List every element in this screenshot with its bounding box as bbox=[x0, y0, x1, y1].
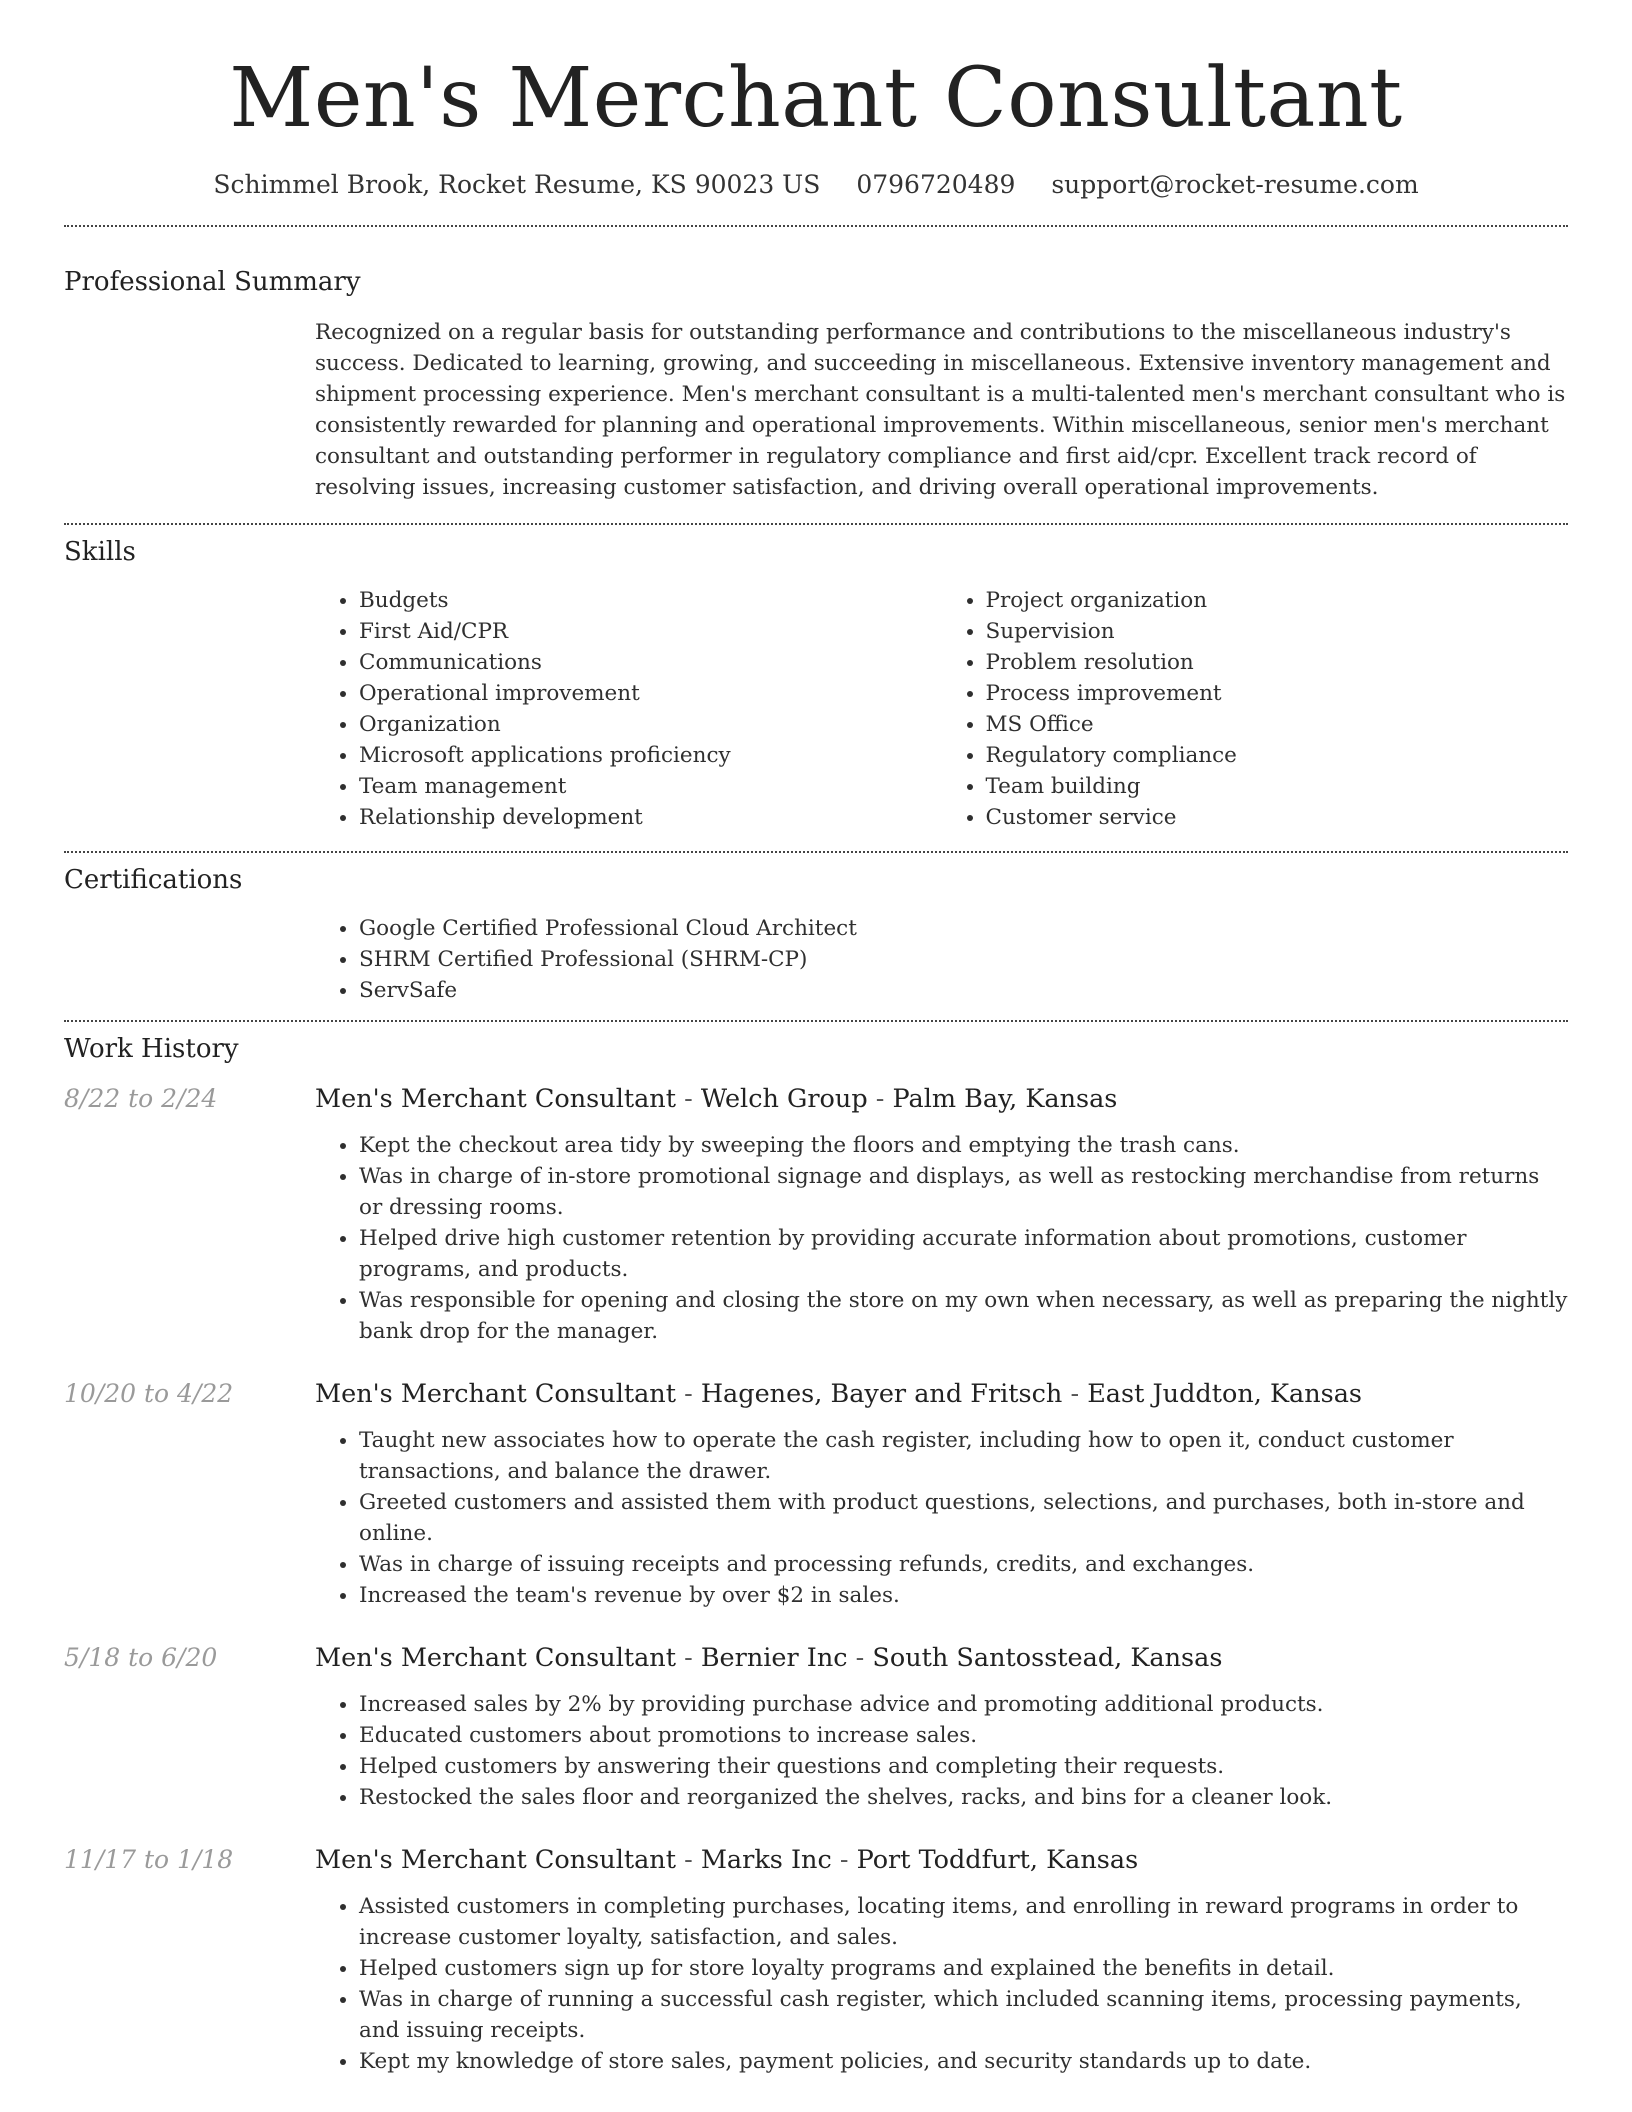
job-company: Bernier Inc bbox=[700, 1643, 848, 1673]
skill-item: • Project organization bbox=[986, 585, 1569, 616]
job-bullet: • Assisted customers in completing purchases, locating items, and enrolling in reward programs in order to increase customer loyalty, satisfaction, and sales. bbox=[359, 1891, 1568, 1953]
skills-section bbox=[64, 537, 1568, 833]
skill-item: • Microsoft applications proficiency bbox=[359, 740, 942, 771]
job-company: Hagenes, Bayer and Fritsch bbox=[700, 1379, 1063, 1409]
resume-page bbox=[64, 0, 1568, 2077]
job-bullets bbox=[315, 1130, 1568, 1347]
divider bbox=[64, 851, 1568, 853]
job-entry bbox=[64, 1084, 1568, 1347]
job-location: Palm Bay, Kansas bbox=[892, 1084, 1118, 1114]
job-details bbox=[315, 1643, 1568, 1813]
divider bbox=[64, 1020, 1568, 1022]
job-company: Welch Group bbox=[700, 1084, 868, 1114]
job-heading: Men's Merchant Consultant - Bernier Inc - South Santosstead, Kansas bbox=[315, 1643, 1223, 1673]
skills-list-right bbox=[942, 585, 1569, 833]
skill-item: • Team management bbox=[359, 771, 942, 802]
job-bullet: • Kept my knowledge of store sales, payment policies, and security standards up to date. bbox=[359, 2046, 1568, 2077]
resume-name: Men's Merchant Consultant bbox=[229, 51, 1403, 146]
divider bbox=[64, 523, 1568, 525]
job-role: Men's Merchant Consultant bbox=[315, 1845, 676, 1875]
job-role: Men's Merchant Consultant bbox=[315, 1643, 676, 1673]
skill-item: • Budgets bbox=[359, 585, 942, 616]
job-bullets bbox=[315, 1891, 1568, 2077]
job-location: East Juddton, Kansas bbox=[1087, 1379, 1363, 1409]
job-entry bbox=[64, 1643, 1568, 1813]
section-title-certifications: Certifications bbox=[64, 865, 243, 895]
job-dates: 11/17 to 1/18 bbox=[64, 1845, 234, 1874]
skill-item: • Relationship development bbox=[359, 802, 942, 833]
job-location: Port Toddfurt, Kansas bbox=[856, 1845, 1139, 1875]
contact-address: Schimmel Brook, Rocket Resume, KS 90023 US bbox=[213, 170, 821, 199]
job-heading: Men's Merchant Consultant - Hagenes, Bayer and Fritsch - East Juddton, Kansas bbox=[315, 1379, 1363, 1409]
job-bullet: • Was responsible for opening and closing the store on my own when necessary, as well as preparing the nightly bank drop for the manager. bbox=[359, 1285, 1568, 1347]
work-history-section bbox=[64, 1034, 1568, 2077]
skill-item: • Problem resolution bbox=[986, 647, 1569, 678]
job-bullet: • Was in charge of running a successful cash register, which included scanning items, processing payments, and issuing receipts. bbox=[359, 1984, 1568, 2046]
skill-item: • Customer service bbox=[986, 802, 1569, 833]
divider bbox=[64, 225, 1568, 227]
job-bullets bbox=[315, 1689, 1568, 1813]
certifications-list bbox=[315, 913, 1568, 1006]
certification-item: • Google Certified Professional Cloud Architect bbox=[359, 913, 1568, 944]
skill-item: • Communications bbox=[359, 647, 942, 678]
skill-item: • Supervision bbox=[986, 616, 1569, 647]
job-dates: 8/22 to 2/24 bbox=[64, 1084, 218, 1113]
certification-item: • SHRM Certified Professional (SHRM-CP) bbox=[359, 944, 1568, 975]
section-title-summary: Professional Summary bbox=[64, 267, 361, 297]
job-location: South Santosstead, Kansas bbox=[872, 1643, 1223, 1673]
job-dates: 5/18 to 6/20 bbox=[64, 1643, 218, 1672]
contact-email[interactable]: support@rocket-resume.com bbox=[1051, 170, 1419, 199]
job-bullet: • Helped customers by answering their questions and completing their requests. bbox=[359, 1751, 1568, 1782]
job-bullet: • Was in charge of in-store promotional signage and displays, as well as restocking merchandise from returns or dressing rooms. bbox=[359, 1161, 1568, 1223]
job-details bbox=[315, 1084, 1568, 1347]
job-bullet: • Greeted customers and assisted them with product questions, selections, and purchases, both in-store and online. bbox=[359, 1487, 1568, 1549]
job-bullets bbox=[315, 1425, 1568, 1611]
job-bullet: • Helped customers sign up for store loyalty programs and explained the benefits in detail. bbox=[359, 1953, 1568, 1984]
skill-item: • Process improvement bbox=[986, 678, 1569, 709]
contact-line bbox=[64, 170, 1568, 199]
job-entry bbox=[64, 1379, 1568, 1611]
job-role: Men's Merchant Consultant bbox=[315, 1084, 676, 1114]
job-bullet: • Educated customers about promotions to increase sales. bbox=[359, 1720, 1568, 1751]
job-bullet: • Restocked the sales floor and reorganized the shelves, racks, and bins for a cleaner look. bbox=[359, 1782, 1568, 1813]
job-bullet: • Kept the checkout area tidy by sweeping the floors and emptying the trash cans. bbox=[359, 1130, 1568, 1161]
job-dates: 10/20 to 4/22 bbox=[64, 1379, 234, 1408]
skill-item: • Operational improvement bbox=[359, 678, 942, 709]
job-details bbox=[315, 1379, 1568, 1611]
job-bullet: • Was in charge of issuing receipts and processing refunds, credits, and exchanges. bbox=[359, 1549, 1568, 1580]
skill-item: • Organization bbox=[359, 709, 942, 740]
skill-item: • MS Office bbox=[986, 709, 1569, 740]
job-entry bbox=[64, 1845, 1568, 2077]
section-title-skills: Skills bbox=[64, 537, 136, 567]
job-bullet: • Increased sales by 2% by providing purchase advice and promoting additional products. bbox=[359, 1689, 1568, 1720]
job-bullet: • Increased the team's revenue by over $2 in sales. bbox=[359, 1580, 1568, 1611]
certifications-section bbox=[64, 865, 1568, 1006]
skill-item: • Team building bbox=[986, 771, 1569, 802]
job-bullet: • Taught new associates how to operate the cash register, including how to open it, conduct customer transactions, and balance the drawer. bbox=[359, 1425, 1568, 1487]
job-bullet: • Helped drive high customer retention by providing accurate information about promotions, customer programs, and products. bbox=[359, 1223, 1568, 1285]
certification-item: • ServSafe bbox=[359, 975, 1568, 1006]
job-company: Marks Inc bbox=[700, 1845, 832, 1875]
skills-columns bbox=[315, 585, 1568, 833]
skill-item: • Regulatory compliance bbox=[986, 740, 1569, 771]
section-title-work-history: Work History bbox=[64, 1034, 239, 1064]
skills-list-left bbox=[315, 585, 942, 833]
summary-text: Recognized on a regular basis for outstanding performance and contributions to the miscellaneous industry's success. Dedicated to learning, growing, and succeeding in miscellaneous. Extensive inventory management and shipment processing experience. Men's merchant consultant is a multi-talented men's merchant consultant who is consistently rewarded for planning and operational improvements. Within miscellaneous, senior men's merchant consultant and outstanding performer in regulatory compliance and first aid/cpr. Excellent track record of resolving issues, increasing customer satisfaction, and driving overall operational improvements. bbox=[315, 320, 1566, 500]
contact-phone: 0796720489 bbox=[856, 170, 1016, 199]
job-role: Men's Merchant Consultant bbox=[315, 1379, 676, 1409]
skill-item: • First Aid/CPR bbox=[359, 616, 942, 647]
summary-section bbox=[64, 267, 1568, 503]
job-heading: Men's Merchant Consultant - Marks Inc - Port Toddfurt, Kansas bbox=[315, 1845, 1139, 1875]
job-heading: Men's Merchant Consultant - Welch Group - Palm Bay, Kansas bbox=[315, 1084, 1118, 1114]
job-details bbox=[315, 1845, 1568, 2077]
